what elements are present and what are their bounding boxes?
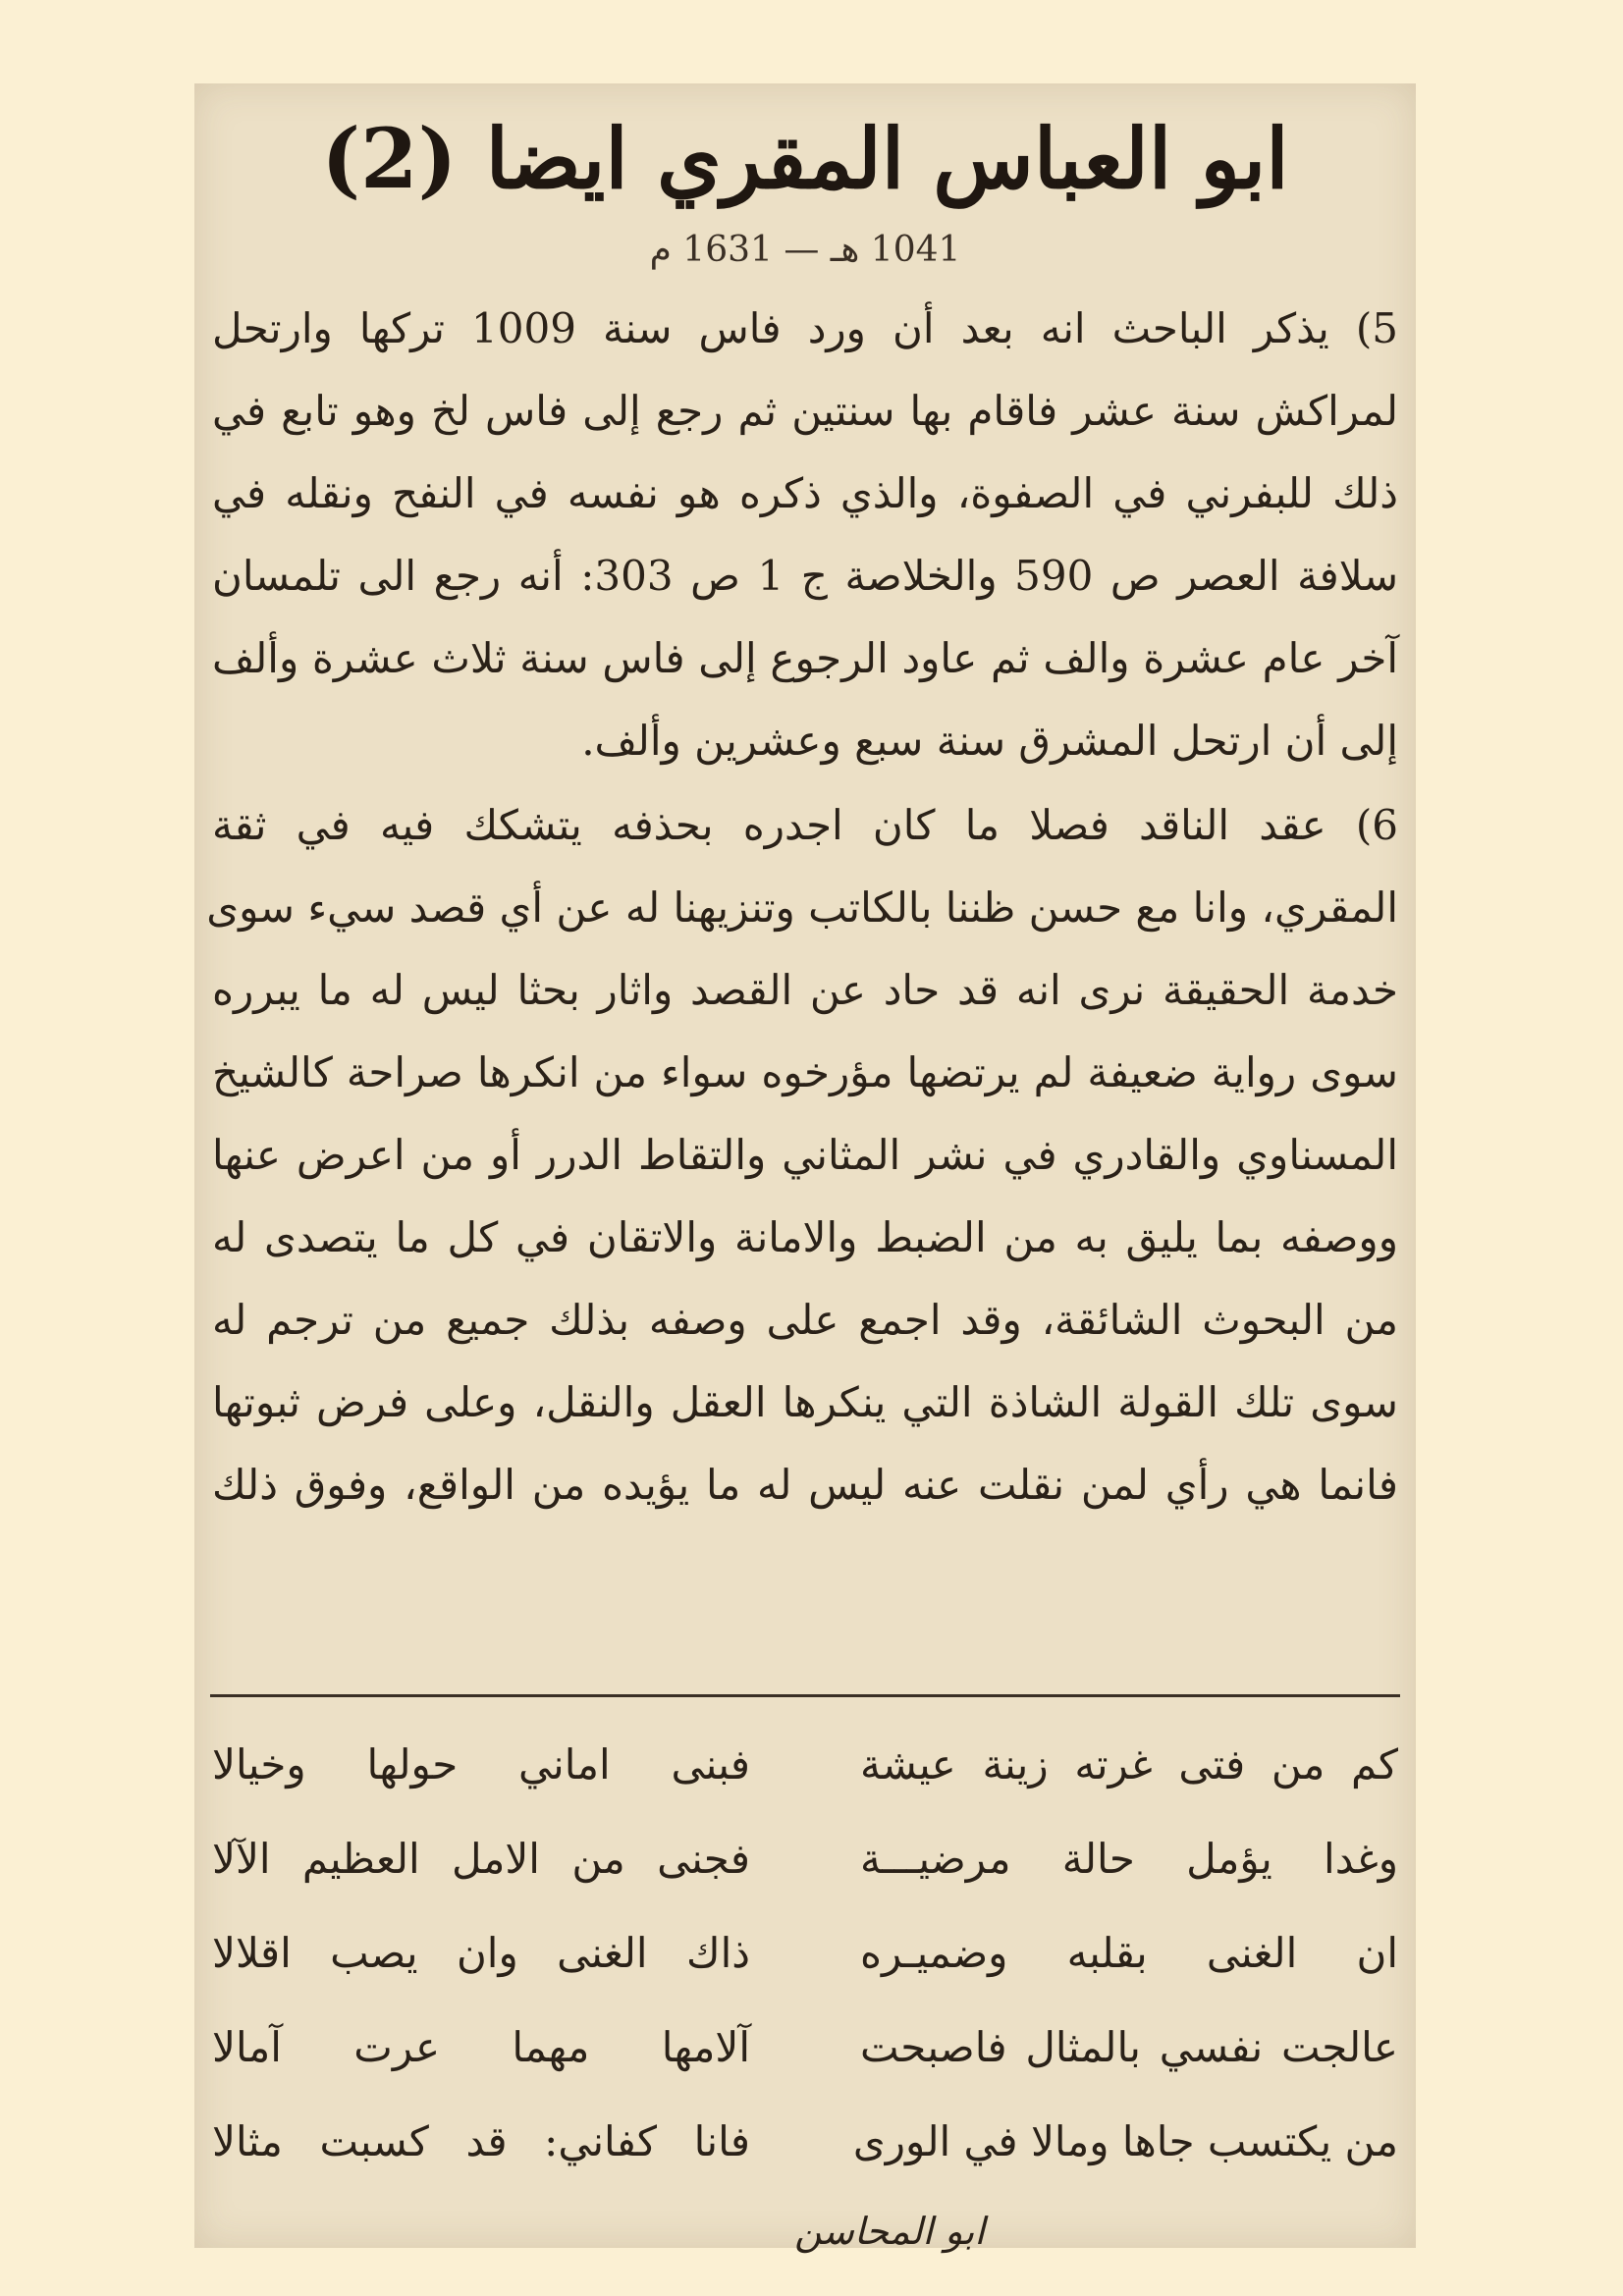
title-dates: 1041 هـ — 1631 م (649, 230, 961, 270)
poem-verse (212, 2001, 1398, 2095)
paragraph-5-line-2: لمراكش سنة عشر فاقام بها سنتين ثم رجع إلى فاس لخ وهو تابع في (212, 387, 1398, 435)
paragraph-6-line-7: من البحوث الشائقة، وقد اجمع على وصفه بذلك جميع من ترجم له (212, 1296, 1398, 1344)
paragraph-6-line-1: 6) عقد الناقد فصلا ما كان اجدره بحذفه يتشكك فيه في ثقة (212, 801, 1398, 849)
verse-second-hemistich: فانا كفاني: قد كسبت مثالا (212, 2117, 750, 2165)
paragraph-6-line-4: سوى رواية ضعيفة لم يرتضها مؤرخوه سواء من انكرها صراحة كالشيخ (212, 1048, 1398, 1096)
verse-second-hemistich: فبنى اماني حولها وخيالا (212, 1740, 750, 1789)
verse-first-hemistich: من يكتسب جاها ومالا في الورى (852, 2117, 1398, 2165)
poem-verse (212, 1812, 1398, 1906)
verse-first-hemistich: وغدا يؤمل حالة مرضيـــة (860, 1835, 1398, 1883)
poem (212, 1718, 1398, 2189)
poem-verse (212, 1718, 1398, 1812)
poet-signature: ابو المحاسن (794, 2210, 985, 2253)
verse-first-hemistich: ان الغنى بقلبه وضميـره (860, 1929, 1398, 1977)
paragraph-5-line-5: آخر عام عشرة والف ثم عاود الرجوع إلى فاس سنة ثلاث عشرة وألف (212, 634, 1398, 682)
paragraph-6-line-3: خدمة الحقيقة نرى انه قد حاد عن القصد واثار بحثا ليس له ما يبرره (212, 966, 1398, 1014)
page-title: ابو العباس المقري ايضا (2) (321, 110, 1289, 207)
paragraph-5-line-6: إلى أن ارتحل المشرق سنة سبع وعشرين وألف. (581, 717, 1398, 765)
verse-first-hemistich: كم من فتى غرته زينة عيشة (860, 1740, 1398, 1789)
paragraph-5-line-3: ذلك للبفرني في الصفوة، والذي ذكره هو نفسه في النفح ونقله في (212, 469, 1398, 517)
scanned-page (194, 83, 1416, 2253)
paragraph-6-line-6: ووصفه بما يليق به من الضبط والامانة والاتقان في كل ما يتصدى له (212, 1213, 1398, 1261)
separator-rule (210, 1694, 1400, 1697)
poem-verse (212, 1906, 1398, 2001)
paragraph-5-line-4: سلافة العصر ص 590 والخلاصة ج 1 ص 303: أنه رجع الى تلمسان (212, 552, 1399, 600)
paragraph-6-line-5: المسناوي والقادري في نشر المثاني والتقاط الدرر أو من اعرض عنها (212, 1131, 1398, 1179)
paragraph-5-line-1: 5) يذكر الباحث انه بعد أن ورد فاس سنة 1009 تركها وارتحل (212, 304, 1399, 352)
paragraph-6-line-2: المقري، وانا مع حسن ظننا بالكاتب وتنزيهنا له عن أي قصد سيء سوى (206, 883, 1398, 932)
paragraph-6-line-9: فانما هي رأي لمن نقلت عنه ليس له ما يؤيده من الواقع، وفوق ذلك (212, 1461, 1398, 1509)
verse-second-hemistich: ذاك الغنى وان يصب اقلالا (212, 1929, 750, 1977)
poem-verse (212, 2095, 1398, 2189)
verse-second-hemistich: آلامها مهما عرت آمالا (212, 2023, 750, 2071)
verse-second-hemistich: فجنى من الامل العظيم الآلا (212, 1835, 750, 1883)
verse-first-hemistich: عالجت نفسي بالمثال فاصبحت (860, 2023, 1398, 2071)
paragraph-6-line-8: سوى تلك القولة الشاذة التي ينكرها العقل والنقل، وعلى فرض ثبوتها (212, 1378, 1398, 1426)
